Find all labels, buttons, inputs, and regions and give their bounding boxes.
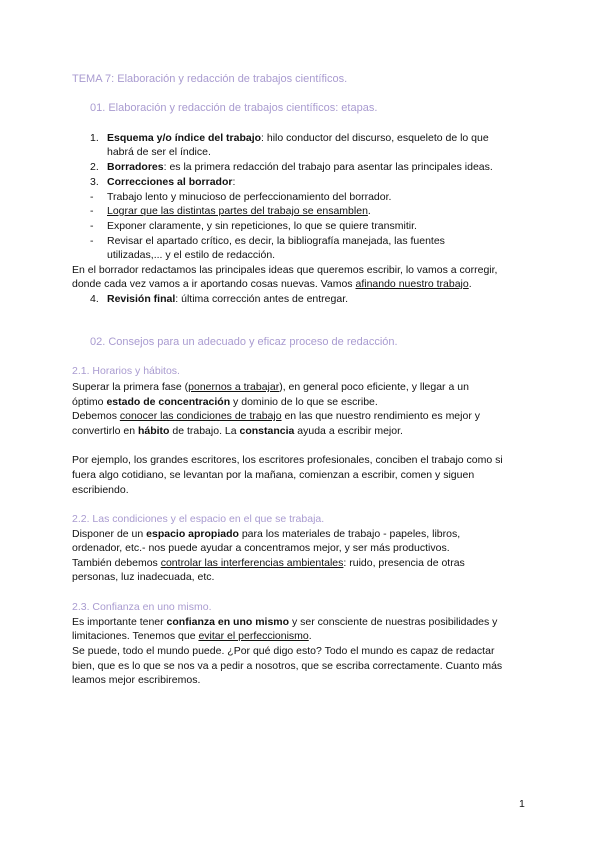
- dash-marker: -: [90, 220, 94, 232]
- paragraph-line: En el borrador redactamos las principales ideas que queremos escribir, lo vamos a corregir,: [72, 264, 498, 276]
- dash-item-4-line-2: utilizadas,... y el estilo de redacción.: [107, 249, 276, 261]
- list-item-2-term: Borradores: [107, 161, 164, 173]
- subsection-2-1-heading: 2.1. Horarios y hábitos.: [72, 365, 180, 377]
- paragraph-line: escribiendo.: [72, 484, 129, 496]
- document-title: TEMA 7: Elaboración y redacción de trabajos científicos.: [72, 73, 348, 85]
- paragraph-line: convertirlo en hábito de trabajo. La constancia ayuda a escribir mejor.: [72, 425, 403, 437]
- dash-marker: -: [90, 205, 94, 217]
- dash-item-1: Trabajo lento y minucioso de perfeccionamiento del borrador.: [107, 191, 392, 203]
- paragraph-line: Se puede, todo el mundo puede. ¿Por qué digo esto? Todo el mundo es capaz de redactar: [72, 645, 495, 657]
- list-item-1-line-2: habrá de ser el índice.: [107, 146, 211, 158]
- paragraph-line: Disponer de un espacio apropiado para los materiales de trabajo - papeles, libros,: [72, 528, 461, 540]
- page-number: 1: [519, 798, 525, 810]
- list-item-3: Correcciones al borrador:: [107, 176, 236, 188]
- dash-item-3: Exponer claramente, y sin repeticiones, lo que se quiere transmitir.: [107, 220, 417, 232]
- list-item-4: Revisión final: última corrección antes de entregar.: [107, 293, 349, 305]
- paragraph-line: fuera algo cotidiano, se levantan por la mañana, comienzan a escribir, comen y siguen: [72, 469, 475, 481]
- list-number: 3.: [90, 176, 99, 188]
- list-number: 1.: [90, 132, 99, 144]
- list-item-2: Borradores: es la primera redacción del trabajo para asentar las principales ideas.: [107, 161, 493, 173]
- paragraph-line: bien, que es lo que se nos va a pedir a nosotros, que se escriba correctamente. Cuanto más: [72, 660, 503, 672]
- paragraph-line: Por ejemplo, los grandes escritores, los escritores profesionales, conciben el trabajo como si: [72, 454, 503, 466]
- list-item-1-term: Esquema y/o índice del trabajo: [107, 132, 262, 144]
- list-number: 4.: [90, 293, 99, 305]
- paragraph-line: leamos mejor escribiremos.: [72, 674, 201, 686]
- dash-marker: -: [90, 235, 94, 247]
- paragraph-line: personas, luz inadecuada, etc.: [72, 571, 215, 583]
- list-item-1-line-1: Esquema y/o índice del trabajo: hilo conductor del discurso, esqueleto de lo que: [107, 132, 489, 144]
- list-item-3-term: Correcciones al borrador: [107, 176, 233, 188]
- dash-item-4-line-1: Revisar el apartado crítico, es decir, la bibliografía manejada, las fuentes: [107, 235, 445, 247]
- paragraph-line: Es importante tener confianza en uno mismo y ser consciente de nuestras posibilidades y: [72, 616, 498, 628]
- subsection-2-2-heading: 2.2. Las condiciones y el espacio en el que se trabaja.: [72, 513, 325, 525]
- section-1-heading: 01. Elaboración y redacción de trabajos científicos: etapas.: [90, 102, 378, 114]
- dash-item-2: Lograr que las distintas partes del trabajo se ensamblen.: [107, 205, 371, 217]
- subsection-2-3-heading: 2.3. Confianza en uno mismo.: [72, 601, 212, 613]
- paragraph-line: También debemos controlar las interferencias ambientales: ruido, presencia de otras: [72, 557, 465, 569]
- paragraph-line: óptimo estado de concentración y dominio de lo que se escribe.: [72, 396, 378, 408]
- list-item-4-term: Revisión final: [107, 293, 176, 305]
- section-2-heading: 02. Consejos para un adecuado y eficaz proceso de redacción.: [90, 336, 398, 348]
- paragraph-line: Superar la primera fase (ponernos a trabajar), en general poco eficiente, y llegar a un: [72, 381, 469, 393]
- paragraph-line: Debemos conocer las condiciones de trabajo en las que nuestro rendimiento es mejor y: [72, 410, 480, 422]
- paragraph-line: limitaciones. Tenemos que evitar el perfeccionismo.: [72, 630, 312, 642]
- paragraph-line: ordenador, etc.- nos puede ayudar a concentramos mejor, y ser más productivos.: [72, 542, 450, 554]
- paragraph-line: donde cada vez vamos a ir aportando cosas nuevas. Vamos afinando nuestro trabajo.: [72, 278, 472, 290]
- dash-marker: -: [90, 191, 94, 203]
- list-number: 2.: [90, 161, 99, 173]
